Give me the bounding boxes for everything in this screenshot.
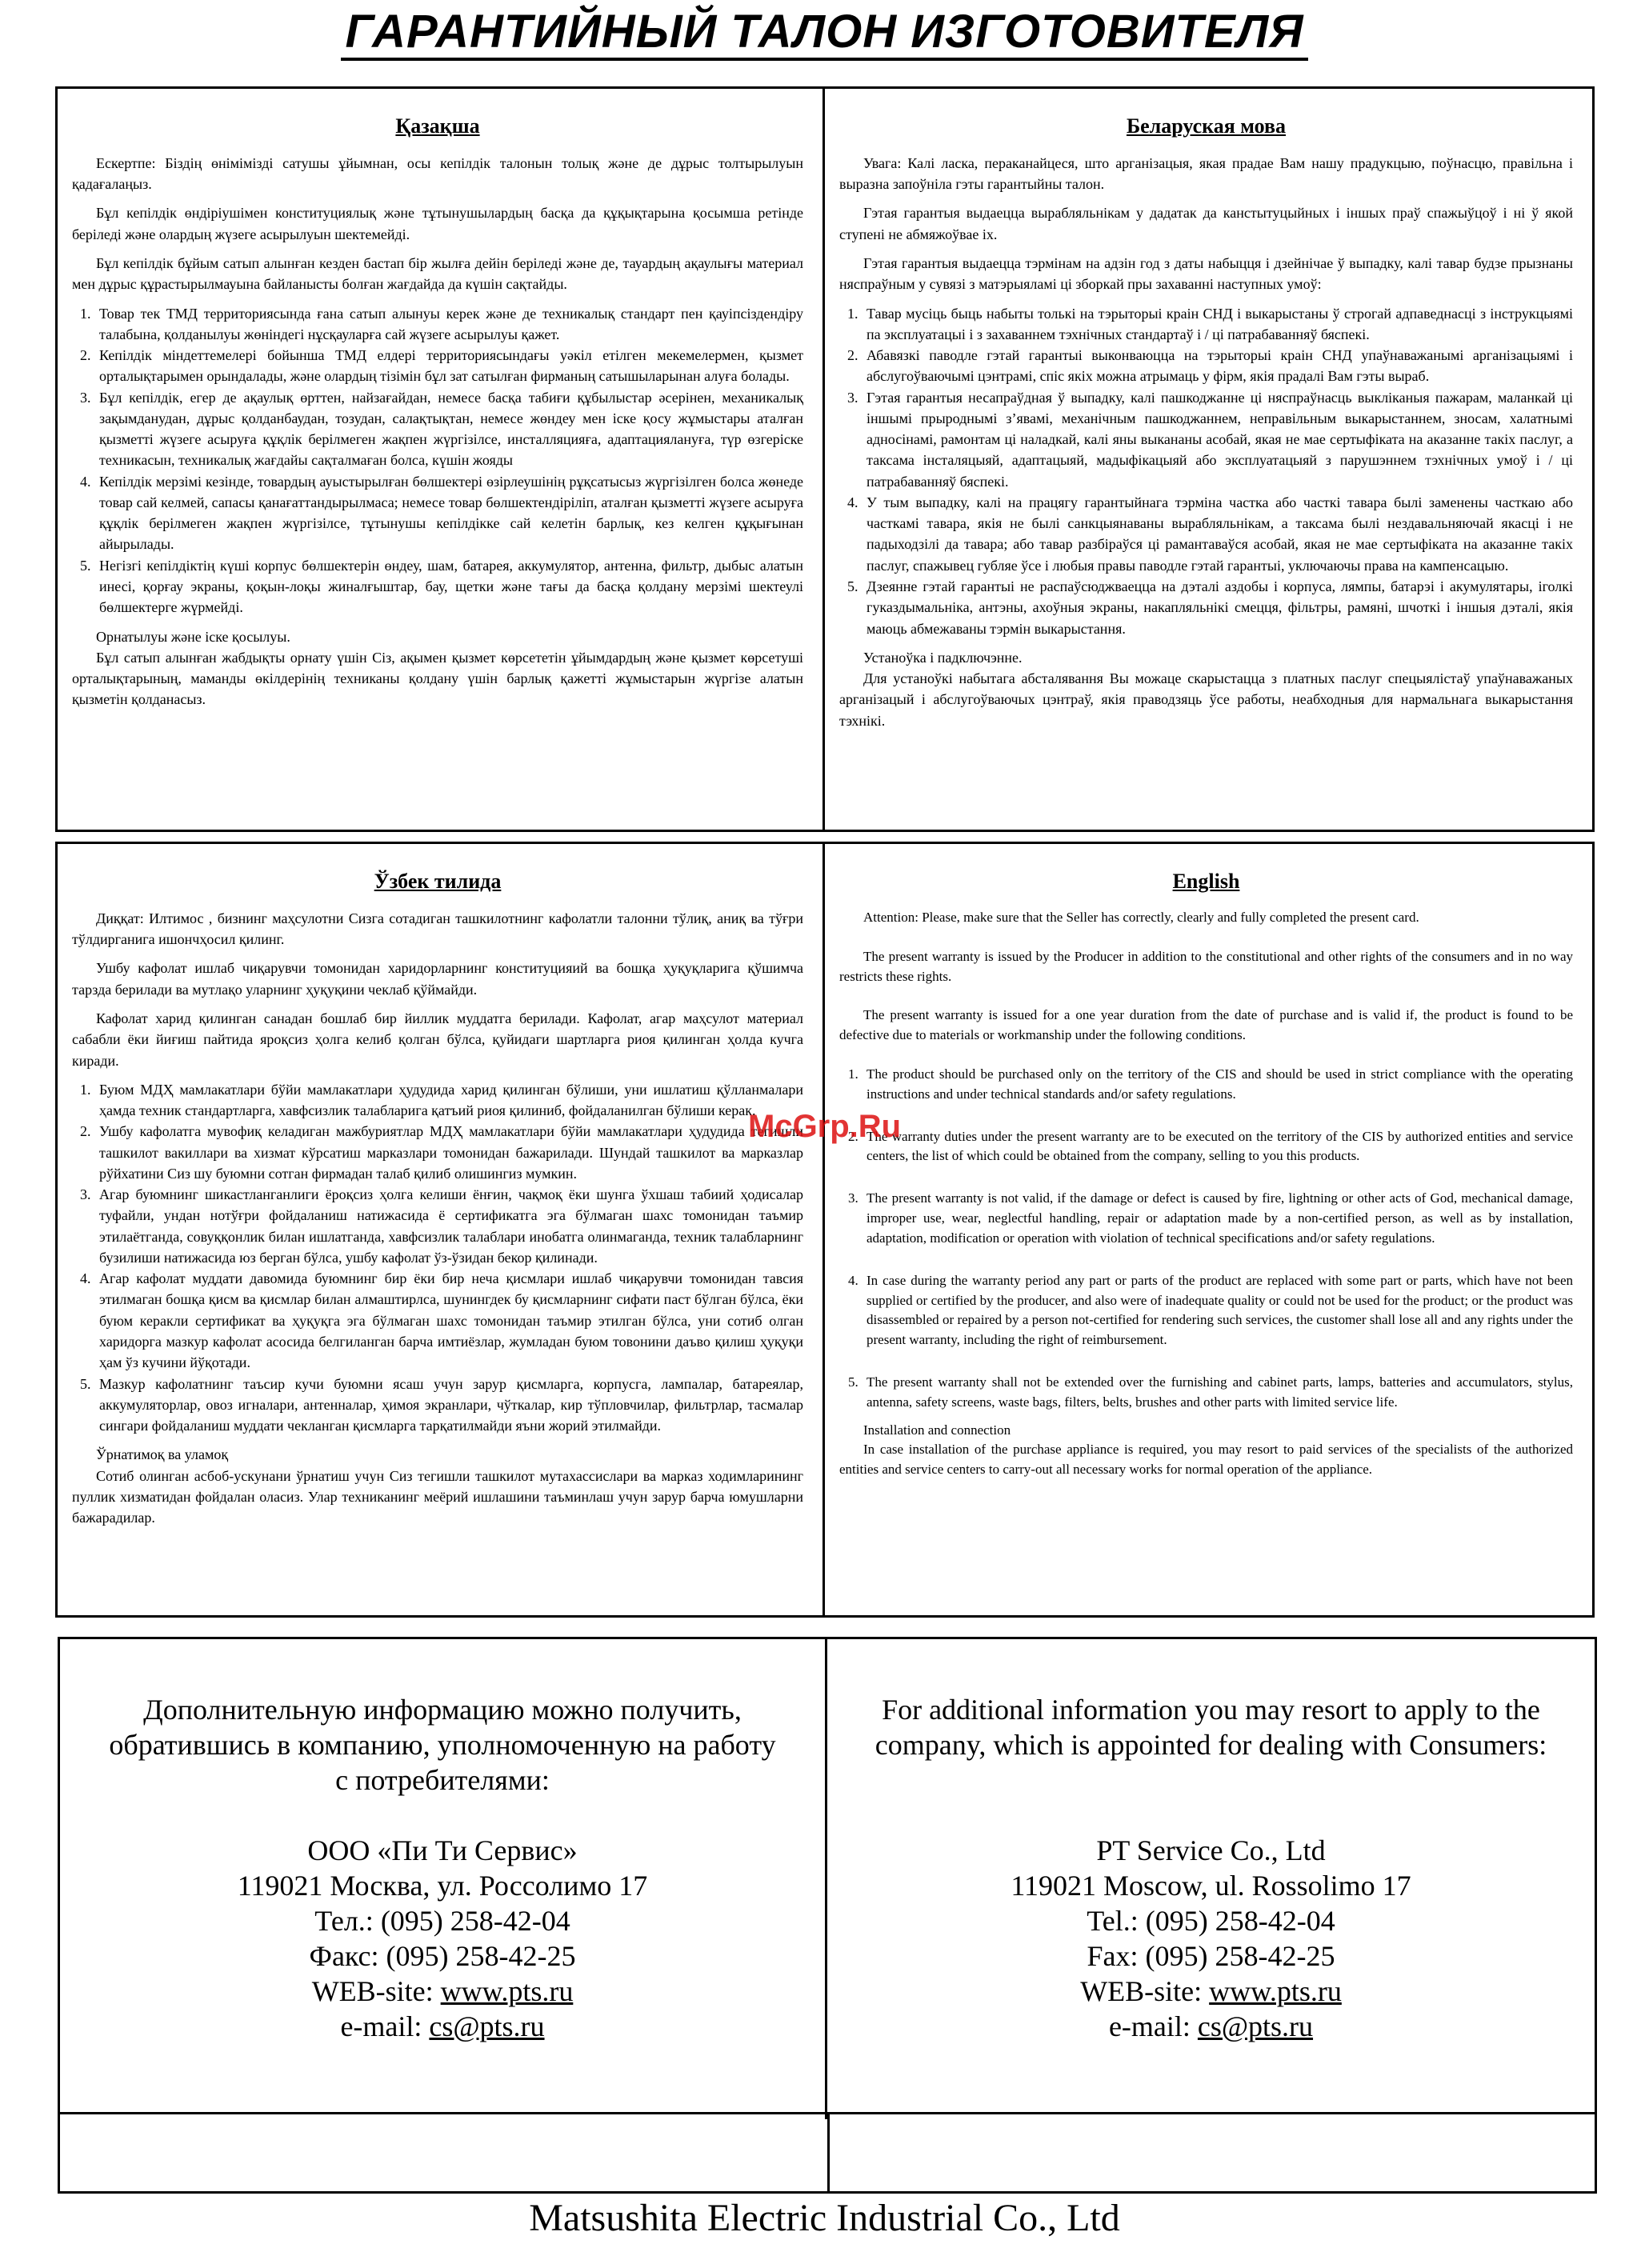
phone-value: (095) 258-42-04 bbox=[1145, 1905, 1335, 1937]
uzbek-conditions bbox=[72, 1079, 803, 1437]
english-p1: Attention: Please, make sure that the Seller has correctly, clearly and fully completed the present card. bbox=[863, 909, 1419, 925]
uzbek-item: 2. Ушбу кафолатга мувофиқ келадиган мажбуриятлар МДҲ мамлакатлари бўйи мамлакатлари ҳудудида тегишли ташкилот вакиллари ва хизмат кўрсатиш марказлари томонидан бажарилади. Шундай ташкилот ва марказлар рўйхатини Сиз шу буюмни сотган фирмадан талаб қилиб олишингиз мумкин. bbox=[94, 1121, 803, 1184]
contact-en-email bbox=[827, 2009, 1595, 2044]
kazakh-section bbox=[58, 89, 825, 830]
fax-label: Fax: bbox=[1087, 1940, 1139, 1972]
contact-ru-intro-1: Дополнительную информацию можно получить, bbox=[143, 1694, 742, 1726]
uzbek-p3: Кафолат харид қилинган санадан бошлаб бир йиллик муддатга берилади. Кафолат, агар маҳсулот материал сабабли ёки йиғиш пайтида яроқсиз ҳолга келиб қолган бўлса, қуйидаги шартларга риоя қилинган ҳолда кучга киради. bbox=[72, 1010, 803, 1069]
watermark: McGrp.Ru bbox=[748, 1109, 902, 1144]
english-p2: The present warranty is issued by the Producer in addition to the constitutional and other rights of the consumers and in no way restricts these rights. bbox=[839, 948, 1573, 984]
belarus-item: 3. Гэтая гарантыя несапраўдная ў выпадку, калі пашкоджанне ці няспраўнасць выкліканыя пажарам, маланкай ці іншымі прыроднымі з’явамі, механічным пашкоджаннем, неправільным выкарыстаннем, зносам, халатнымі адносінамі, рамонтам ці наладкай, калі яны выкананы асобай, якая не мае сертыфіката на аказанне такіх паслуг, а таксама інсталяцыяй, адаптацыяй, мадыфікацыяй або эксплуатацыяй з парушэннем тэхнічных умоў і / ці патрабаванняў бяспекі. bbox=[862, 387, 1573, 492]
phone-label: Tel.: bbox=[1087, 1905, 1139, 1937]
contact-en-address: 119021 Moscow, ul. Rossolimo 17 bbox=[1011, 1870, 1411, 1902]
page-title bbox=[0, 5, 1649, 58]
phone-label: Тел.: bbox=[314, 1905, 374, 1937]
contact-en-fax bbox=[827, 1938, 1595, 1974]
email-label: e-mail: bbox=[1108, 2010, 1191, 2042]
belarus-item: 4. У тым выпадку, калі на працягу гарантыйнага тэрміна частка або часткі тавара былі заменены часткаю або часткамі тавара, якія не былі санкцыянаваны вырабляльнікам, а таксама былі нездавальняючай якасці і не падыходзілі да тавара; або тавар разбіраўся ці рамантаваўся асобай, якая не мае сертыфіката на аказанне такіх паслуг, спажывец губляе ўсе і любыя правы паводле гэтай гарантыі, уключаючы права на кампенсацыю. bbox=[862, 492, 1573, 576]
contact-ru-address: 119021 Москва, ул. Россолимо 17 bbox=[237, 1870, 648, 1902]
contact-en-intro-1: For additional information you may resort to apply to the bbox=[882, 1694, 1540, 1726]
english-install-text: In case installation of the purchase appliance is required, you may resort to paid services of the specialists of the authorized entities and service centers to carry-out all necessary works for normal operation of the appliance. bbox=[839, 1442, 1573, 1478]
belarus-heading: Беларуская мова bbox=[1126, 114, 1287, 138]
kazakh-heading: Қазақша bbox=[395, 114, 480, 138]
kazakh-install-text: Бұл сатып алынған жабдықты орнату үшін Сіз, ақымен қызмет көрсететін ұйымдардың және қызмет көрсетуші орталықтарының, маманды өкілдерінің техниканы қолдану үшін барлық қажетті жұмыстарын жүргізе алатын қызметін қолданасыз. bbox=[72, 649, 803, 708]
kazakh-item: 5. Негізгі кепілдіктің күші корпус бөлшектерін өндеу, шам, батарея, аккумулятор, антенна, фильтр, дыбыс алатын инесі, қорғау экраны, қоқын-лоқы жиналғыштар, бау, щетки және тағы да басқа қолдану мерзімі шектеулі бөлшектерге жүрмейді. bbox=[94, 555, 803, 618]
contact-box bbox=[58, 1637, 1597, 2194]
fax-value: (095) 258-42-25 bbox=[386, 1940, 576, 1972]
english-item: 4. In case during the warranty period any part or parts of the product are replaced with some part or parts, which have not been supplied or certified by the producer, and also were of inadequate quality or could not be used for the product; or the product was disassembled or repaired by a person not-certified for rendering such services, the customer shall lose all and any rights under the present warranty, including the right of reimbursement. bbox=[862, 1271, 1573, 1350]
contact-ru-web bbox=[60, 1974, 825, 2009]
contact-ru-intro-2: обратившись в компанию, уполномоченную на работу bbox=[109, 1729, 776, 1761]
kazakh-item: 3. Бұл кепілдік, егер де ақаулық өрттен, найзағайдан, немесе басқа табиғи құбылыстар әсерінен, механикалық зақымданудан, дұрыс қолданбаудан, тозудан, салақтықтан, немесе жөндеу мен іске қосу жұмыстары аталған қызметті жүзеге асыруға құқлік берілмеген жақпен жүргізілсе, инсталляцияға, адаптациялануға, түр өзгеріске техникасын, техникалық жағдайы сақталмаған болса, күшін жояды bbox=[94, 387, 803, 471]
kazakh-install-title: Орнатылуы және іске қосылуы. bbox=[96, 628, 290, 645]
email-label: e-mail: bbox=[340, 2010, 422, 2042]
warranty-box-top bbox=[55, 86, 1595, 832]
contact-en-web bbox=[827, 1974, 1595, 2009]
english-conditions bbox=[839, 1065, 1573, 1413]
web-label: WEB-site: bbox=[311, 1975, 434, 2007]
belarus-conditions bbox=[839, 303, 1573, 639]
belarus-p1: Увага: Калі ласка, пераканайцеся, што арганізацыя, якая прадае Вам нашу прадукцыю, поўнасцю, правільна і выразна запоўніла гэты гарантыйны талон. bbox=[839, 154, 1573, 193]
stamp-row bbox=[60, 2112, 1595, 2191]
belarus-p3: Гэтая гарантыя выдаецца тэрмінам на адзін год з даты набыцця і дзейнічае ў выпадку, калі тавар будзе прызнаны няспраўным у сувязі з матэрыяламі ці зборкай пры захаванні наступных умоў: bbox=[839, 255, 1573, 293]
kazakh-p3: Бұл кепілдік бұйым сатып алынған кезден бастап бір жылға дейін беріледі және де, тауардың ақаулығы материал мен дұрыс құрастырылмауына байланысты болған жағдайда да күшін сақтайды. bbox=[72, 255, 803, 293]
page-title-text: ГАРАНТИЙНЫЙ ТАЛОН ИЗГОТОВИТЕЛЯ bbox=[341, 6, 1309, 61]
contact-en-intro-2: company, which is appointed for dealing with Consumers: bbox=[875, 1729, 1547, 1761]
uzbek-item: 1. Буюм МДҲ мамлакатлари бўйи мамлакатлари ҳудудида харид қилинган бўлиши, уни ишлатиш қўлланмалари ҳамда техник стандартларга, хавфсизлик талабларига қатъий риоя қилиниб, фойдаланилган бўлиши керак. bbox=[94, 1079, 803, 1122]
uzbek-p2: Ушбу кафолат ишлаб чиқарувчи томонидан харидорларнинг конституцияий ва бошқа ҳуқуқларига қўшимча тарзда берилади ва мутлақо уларнинг ҳуқуқини чеклаб қўймайди. bbox=[72, 960, 803, 998]
uzbek-item: 3. Агар буюмнинг шикастланганлиги ёроқсиз ҳолга келиши ёнғин, чақмоқ ёки шунга ўхшаш табиий ҳодисалар туфайли, ундан нотўғри фойдаланиш натижасида ё сертификатга эга бўлмаган шахс томонидан таъмир этилаётганда, совуққонлик билан ишлатганда, хавфсизлик талаблари инобатга олинмаганда, техник талабларнинг бузилиши натижасида юз берган бўлса, ушбу кафолат ўз-ўзидан бекор қилинади. bbox=[94, 1184, 803, 1268]
belarus-p2: Гэтая гарантыя выдаецца вырабляльнікам у дадатак да канстытуцыйных і іншых праў спажыўцоў і ні ў якой ступені не абмяжоўвае іх. bbox=[839, 205, 1573, 242]
english-section bbox=[825, 844, 1592, 1615]
kazakh-p2: Бұл кепілдік өндіріушімен конституциялық және тұтынушылардың басқа да құқықтарына қосымша ретінде беріледі және олардың жүзеге асырылуын шектемейді. bbox=[72, 205, 803, 242]
uzbek-heading: Ўзбек тилида bbox=[374, 870, 502, 893]
english-heading: English bbox=[1172, 870, 1240, 893]
kazakh-item: 4. Кепілдік мерзімі кезінде, товардың ауыстырылған бөлшектері өзірлеушінің рұқсатысыз жүргізілген болса жөнеде товар сай келмей, сапасы қанағаттандырылмаса; немесе товар бөлшектендіріліп, аталған қызметті жүзеге асыруға құқлік берілмеген жақпен жүргізілсе, тұтынушы кепілдікке сай келетін барлық, кез келген құқығынан айырылады. bbox=[94, 471, 803, 555]
english-item: 1. The product should be purchased only on the territory of the CIS and should be used in strict compliance with the operating instructions and under technical standards and/or safety regulations. bbox=[862, 1065, 1573, 1105]
contact-en-phone bbox=[827, 1903, 1595, 1938]
uzbek-item: 4. Агар кафолат муддати давомида буюмнинг бир ёки бир неча қисмлари ишлаб чиқарувчи томонидан тавсия этилмаган бошқа қисм ва қисмлар билан алмаштирлса, шунингдек бу қисмларнинг сифати паст бўлган бўлса, ёки буюм керакли сертификат ва ҳуқуқга эга бўлмаган шахс томонидан таъмир этилган бўлса, уни сотиб олган харидорга мазкур кафолат асосида белгиланган барча имтиёзлар, жумладан буюм товонини даъво қилиш ҳуқуқи ҳам ўз кучини йўқотади. bbox=[94, 1268, 803, 1373]
email-link[interactable]: cs@pts.ru bbox=[1197, 2010, 1314, 2042]
fax-value: (095) 258-42-25 bbox=[1145, 1940, 1335, 1972]
email-link[interactable]: cs@pts.ru bbox=[429, 2010, 545, 2042]
manufacturer-footer: Matsushita Electric Industrial Co., Ltd bbox=[529, 2197, 1120, 2239]
belarus-install-text: Для устаноўкі набытага абсталявання Вы можаце скарыстацца з платных паслуг спецыялістаў упаўнаважаных арганізацый і абслугоўваючых цэнтраў, якія праводзяць ўсе работы, неабходныя для нармальнага выкарыстання тэхнікі. bbox=[839, 670, 1573, 729]
uzbek-p1: Диққат: Илтимос , бизнинг маҳсулотни Сизга сотадиган ташкилотнинг кафолатли талонни тўлиқ, аниқ ва тўғри тўлдирганига ишончҳосил қилинг. bbox=[72, 910, 803, 948]
kazakh-conditions bbox=[72, 303, 803, 618]
uzbek-install-title: Ўрнатимоқ ва уламоқ bbox=[96, 1446, 229, 1463]
contact-ru-company: ООО «Пи Ти Сервис» bbox=[307, 1834, 578, 1866]
kazakh-item: 2. Кепілдік міндеттемелері бойынша ТМД елдері территориясындағы уәкіл етілген мекемелермен, қызмет орталықтарымен орындалады, және олардың тізімін бұл зат сатылған фирманың сатышыларынан алуға болады. bbox=[94, 345, 803, 387]
contact-english bbox=[827, 1639, 1595, 2119]
kazakh-p1: Ескертпе: Біздің өнімімізді сатушы ұйымнан, осы кепілдік талонын толық және де дұрыс толтырылуын қадағалаңыз. bbox=[72, 154, 803, 193]
uzbek-section bbox=[58, 844, 825, 1615]
english-install-title: Installation and connection bbox=[863, 1422, 1011, 1438]
warranty-box-middle bbox=[55, 842, 1595, 1618]
web-link[interactable]: www.pts.ru bbox=[440, 1975, 574, 2007]
belarus-item: 2. Абавязкі паводле гэтай гарантыі выконваюцца на тэрыторыі краін СНД упаўнаважанымі арганізацыямі і абслугоўваючымі цэнтрамі, спіс якіх можна атрымаць у фірм, якія прадалі Вам гэты выраб. bbox=[862, 345, 1573, 387]
contact-ru-intro-3: с потребителями: bbox=[335, 1764, 550, 1796]
english-p3: The present warranty is issued for a one year duration from the date of purchase and is valid if, the product is found to be defective due to materials or workmanship under the following conditions. bbox=[839, 1007, 1573, 1043]
fax-label: Факс: bbox=[309, 1940, 379, 1972]
contact-ru-email bbox=[60, 2009, 825, 2044]
belarus-section bbox=[825, 89, 1592, 830]
belarus-install-title: Устаноўка і падключэнне. bbox=[863, 649, 1023, 666]
belarus-item: 5. Дзеянне гэтай гарантыі не распаўсюджваецца на дэталі аздобы і корпуса, лямпы, батарэі і акумулятары, іголкі гуказдымальніка, антэны, ахоўныя экраны, накапляльнікі смецця, фільтры, рамяні, шчоткі і іншыя дэталі, якія маюць абмежаваны тэрмін выкарыстання. bbox=[862, 576, 1573, 639]
contact-ru-phone bbox=[60, 1903, 825, 1938]
contact-ru-fax bbox=[60, 1938, 825, 1974]
english-item: 3. The present warranty is not valid, if the damage or defect is caused by fire, lightning or other acts of God, mechanical damage, improper use, wear, neglectful handling, repair or adaptation made by a non-certified person, as well as by installation, adaptation, modification or operation with violation of technical specifications and/or safety regulations. bbox=[862, 1189, 1573, 1248]
kazakh-item: 1. Товар тек ТМД территориясында ғана сатып алынуы керек және де техникалық стандарт пен қауіпсіздендіру талабына, қолданылуы жөніндегі нұсқауларға сай жүзеге асырылуы қажет. bbox=[94, 303, 803, 346]
contact-russian bbox=[60, 1639, 827, 2119]
belarus-item: 1. Тавар мусіць быць набыты толькі на тэрыторыі краін СНД і выкарыстаны ў строгай адпаведнасці з інструкцыямі па эксплуатацыі і з захаваннем тэхнічных стандартаў і / ці патрабаванняў бяспекі. bbox=[862, 303, 1573, 346]
phone-value: (095) 258-42-04 bbox=[380, 1905, 570, 1937]
uzbek-item: 5. Мазкур кафолатнинг таъсир кучи буюмни ясаш учун зарур қисмларга, корпусга, лампалар, батареялар, аккумуляторлар, овоз игналари, антенналар, ҳимоя экранлари, чўткалар, кир тўпловчилар, фильтрлар, тасмалар сингари фойдаланиш муддати чекланган қисмларга тарқатилмайди яъни жорий этилмайди. bbox=[94, 1374, 803, 1437]
web-label: WEB-site: bbox=[1080, 1975, 1203, 2007]
uzbek-install-text: Сотиб олинган асбоб-ускунани ўрнатиш учун Сиз тегишли ташкилот мутахассислари ва марказ ходимларининг пуллик хизматидан фойдалан оласиз. Улар техниканинг меёрий ишлашини таъминлаш учун зарур барча юмушларни бажарадилар. bbox=[72, 1467, 803, 1526]
contact-en-company: PT Service Co., Ltd bbox=[1096, 1834, 1326, 1866]
english-item: 5. The present warranty shall not be extended over the furnishing and cabinet parts, lamps, batteries and accumulators, stylus, antenna, safety screens, waste bags, filters, belts, brushes and other parts with limited service life. bbox=[862, 1373, 1573, 1413]
web-link[interactable]: www.pts.ru bbox=[1209, 1975, 1342, 2007]
english-item: 2. The warranty duties under the present warranty are to be executed on the territory of the CIS by authorized entities and service centers, the list of which could be obtained from the company, selling to you this products. bbox=[862, 1127, 1573, 1167]
